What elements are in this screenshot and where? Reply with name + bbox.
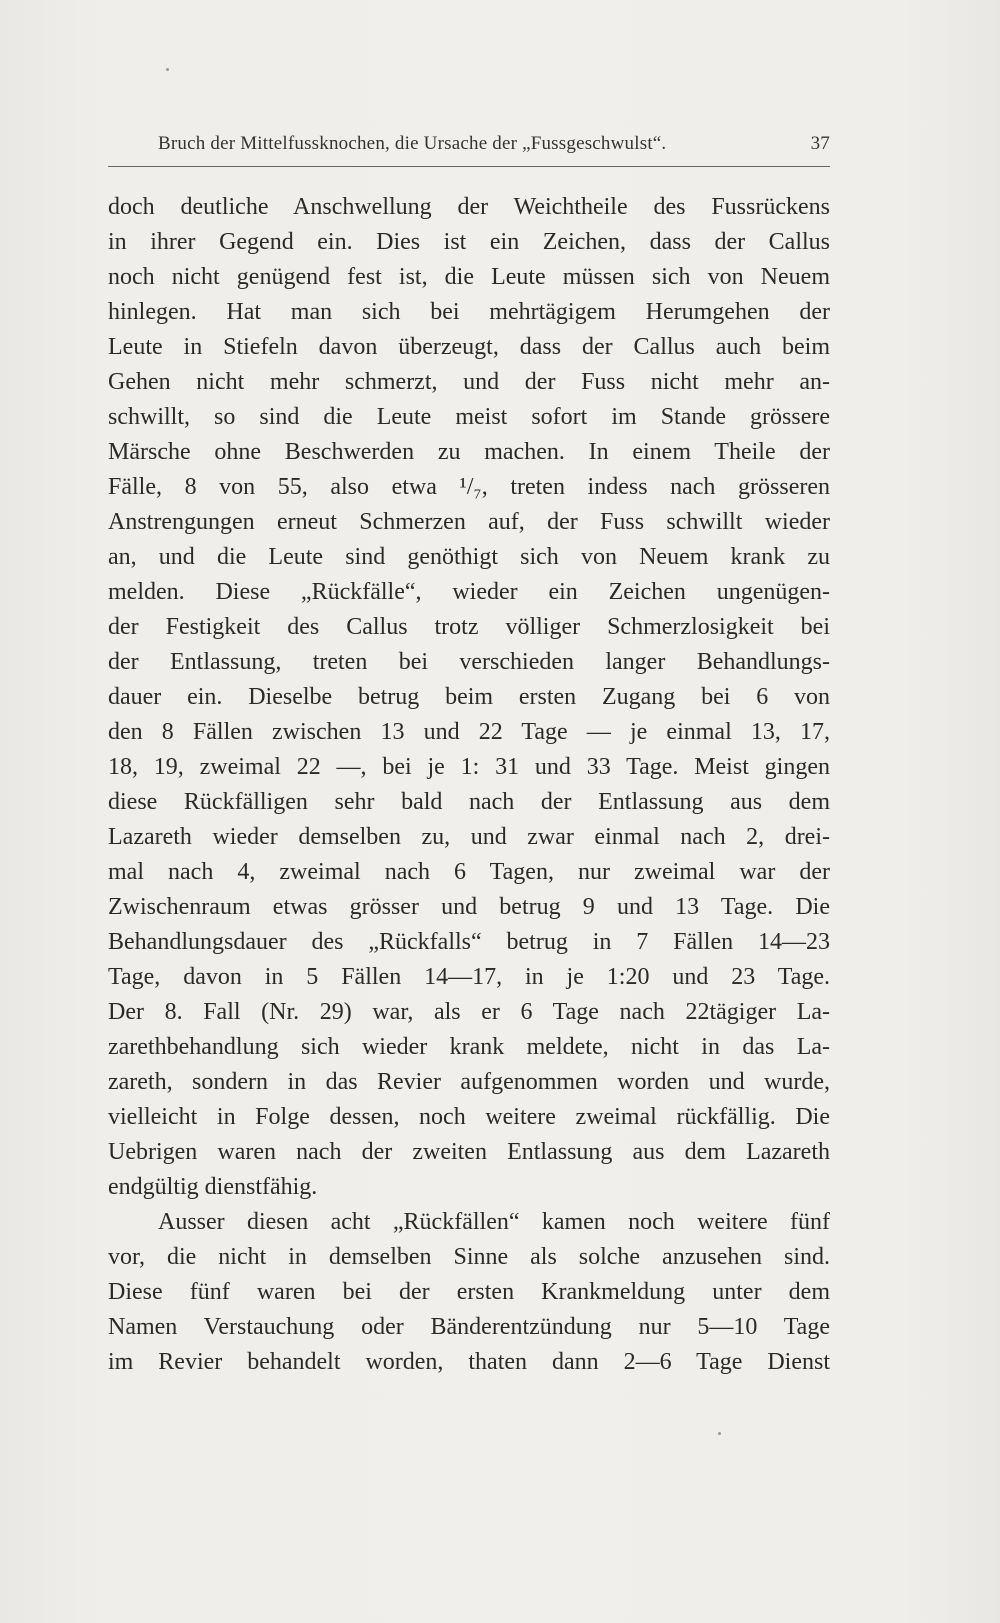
text-line: Gehen nicht mehr schmerzt, und der Fuss nicht mehr an- xyxy=(108,369,830,395)
text-line: Lazareth wieder demselben zu, und zwar einmal nach 2, drei- xyxy=(108,824,830,850)
text-line: noch nicht genügend fest ist, die Leute müssen sich von Neuem xyxy=(108,264,830,290)
text-line: endgültig dienstfähig. xyxy=(108,1174,318,1200)
text-line: Behandlungsdauer des „Rückfalls“ betrug in 7 Fällen 14—23 xyxy=(108,929,830,955)
text-line: mal nach 4, zweimal nach 6 Tagen, nur zweimal war der xyxy=(108,859,830,885)
text-line: Ausser diesen acht „Rückfällen“ kamen noch weitere fünf xyxy=(158,1209,830,1235)
text-line: der Entlassung, treten bei verschieden langer Behandlungs- xyxy=(108,649,830,675)
text-line: Diese fünf waren bei der ersten Krankmeldung unter dem xyxy=(108,1279,830,1305)
text-line: der Festigkeit des Callus trotz völliger Schmerzlosigkeit bei xyxy=(108,614,830,640)
text-line: Fälle, 8 von 55, also etwa ¹/₇, treten indess nach grösseren xyxy=(108,474,830,500)
text-line: zarethbehandlung sich wieder krank meldete, nicht in das La- xyxy=(108,1034,830,1060)
header-rule xyxy=(108,166,830,167)
text-line: im Revier behandelt worden, thaten dann 2—6 Tage Dienst xyxy=(108,1349,830,1375)
text-line: Anstrengungen erneut Schmerzen auf, der Fuss schwillt wieder xyxy=(108,509,830,535)
text-line: in ihrer Gegend ein. Dies ist ein Zeichen, dass der Callus xyxy=(108,229,830,255)
text-line: vielleicht in Folge dessen, noch weitere zweimal rückfällig. Die xyxy=(108,1104,830,1130)
text-line: Namen Verstauchung oder Bänderentzündung nur 5—10 Tage xyxy=(108,1314,830,1340)
text-line: zareth, sondern in das Revier aufgenommen worden und wurde, xyxy=(108,1069,830,1095)
text-line: melden. Diese „Rückfälle“, wieder ein Zeichen ungenügen- xyxy=(108,579,830,605)
running-head xyxy=(158,133,830,155)
text-line: Zwischenraum etwas grösser und betrug 9 und 13 Tage. Die xyxy=(108,894,830,920)
text-line: 18, 19, zweimal 22 —, bei je 1: 31 und 33 Tage. Meist gingen xyxy=(108,754,830,780)
text-line: doch deutliche Anschwellung der Weichtheile des Fussrückens xyxy=(108,194,830,220)
text-line: Uebrigen waren nach der zweiten Entlassung aus dem Lazareth xyxy=(108,1139,830,1165)
text-line: vor, die nicht in demselben Sinne als solche anzusehen sind. xyxy=(108,1244,830,1270)
text-line: dauer ein. Dieselbe betrug beim ersten Zugang bei 6 von xyxy=(108,684,830,710)
body-text xyxy=(108,190,830,1380)
text-line: schwillt, so sind die Leute meist sofort im Stande grössere xyxy=(108,404,830,430)
text-line: hinlegen. Hat man sich bei mehrtägigem Herumgehen der xyxy=(108,299,830,325)
text-line: den 8 Fällen zwischen 13 und 22 Tage — je einmal 13, 17, xyxy=(108,719,830,745)
text-line: Der 8. Fall (Nr. 29) war, als er 6 Tage nach 22tägiger La- xyxy=(108,999,830,1025)
running-head-title: Bruch der Mittelfussknochen, die Ursache der „Fussgeschwulst“. xyxy=(158,133,667,154)
paper-speck xyxy=(718,1432,721,1435)
text-line: Leute in Stiefeln davon überzeugt, dass der Callus auch beim xyxy=(108,334,830,360)
text-line: an, und die Leute sind genöthigt sich von Neuem krank zu xyxy=(108,544,830,570)
text-line: diese Rückfälligen sehr bald nach der Entlassung aus dem xyxy=(108,789,830,815)
text-line: Tage, davon in 5 Fällen 14—17, in je 1:20 und 23 Tage. xyxy=(108,964,830,990)
paper-speck xyxy=(166,68,169,71)
text-line: Märsche ohne Beschwerden zu machen. In einem Theile der xyxy=(108,439,830,465)
page-number: 37 xyxy=(810,133,830,154)
